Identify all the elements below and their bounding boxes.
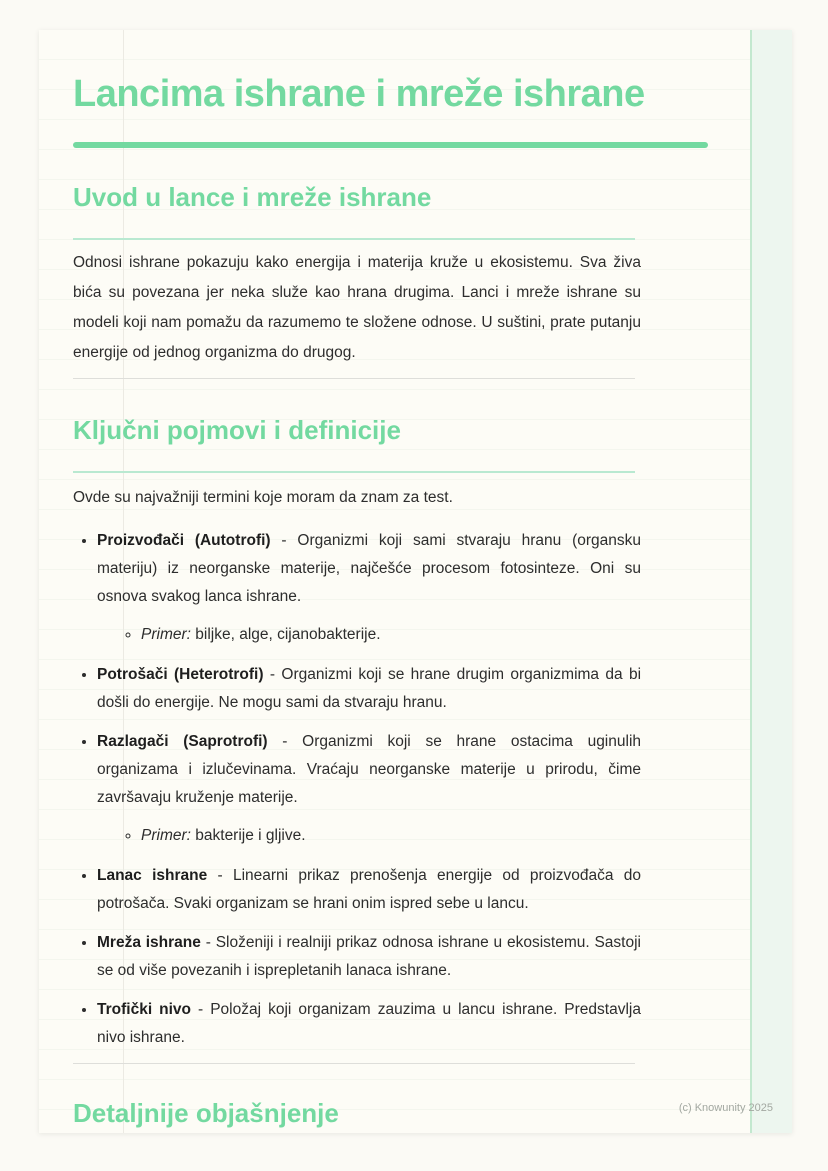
key-terms-intro: Ovde su najvažniji termini koje moram da znam za test. [73, 489, 453, 506]
example-text: biljke, alge, cijanobakterije. [195, 626, 381, 643]
section-heading-intro: Uvod u lance i mreže ishrane [73, 182, 432, 212]
examples-list [97, 621, 641, 649]
term-item [97, 661, 641, 717]
term-definition: Organizmi koji sami stvaraju hranu (organsku materiju) iz neorganske materije, najčešće procesom fotosinteze. Oni su osnova svakog lanca ishrane. [97, 532, 641, 605]
intro-paragraph: Odnosi ishrane pokazuju kako energija i materija kruže u ekosistemu. Sva živa bića su povezana jer neka služe kao hrana drugima. Lanci i mreže ishrane su modeli koji nam pomažu da razumemo te složene odnose. U suštini, prate putanju energije od jednog organizma do drugog. [73, 254, 641, 361]
examples-list [97, 822, 641, 850]
term-name: Trofički nivo [97, 1001, 192, 1018]
term-item [97, 996, 641, 1052]
example-label: Primer: [141, 626, 191, 643]
term-item [97, 862, 641, 918]
term-separator: - [269, 666, 276, 683]
title-divider [73, 142, 708, 148]
key-terms-heading-underline [73, 471, 635, 473]
example-item [141, 822, 641, 850]
term-definition: Položaj koji organizam zauzima u lancu ishrane. Predstavlja nivo ishrane. [97, 1001, 641, 1046]
section-heading-details: Detaljnije objašnjenje [73, 1098, 339, 1128]
term-item [97, 929, 641, 985]
term-separator: - [281, 532, 287, 549]
term-separator: - [282, 733, 288, 750]
term-name: Mreža ishrane [97, 934, 201, 951]
page-title: Lancima ishrane i mreže ishrane [73, 73, 645, 115]
term-definition: Organizmi koji se hrane drugim organizmima da bi došli do energije. Ne mogu sami da stvaraju hranu. [97, 666, 642, 711]
green-margin-band [750, 30, 792, 1133]
term-separator: - [198, 1001, 204, 1018]
term-name: Lanac ishrane [97, 867, 208, 884]
document-card [39, 30, 792, 1133]
section-heading-key-terms: Ključni pojmovi i definicije [73, 415, 401, 445]
section-divider [73, 378, 635, 379]
example-item [141, 621, 641, 649]
terms-list [73, 527, 641, 1052]
copyright-notice: (c) Knowunity 2025 [678, 1102, 773, 1114]
example-label: Primer: [141, 827, 191, 844]
term-name: Proizvođači (Autotrofi) [97, 532, 271, 549]
term-name: Razlagači (Saprotrofi) [97, 733, 268, 750]
term-separator: - [205, 934, 211, 951]
term-name: Potrošači (Heterotrofi) [97, 666, 264, 683]
intro-heading-underline [73, 238, 635, 240]
example-text: bakterije i gljive. [195, 827, 306, 844]
term-item [97, 728, 641, 850]
term-definition: Linearni prikaz prenošenja energije od proizvođača do potrošača. Svaki organizam se hrani onim ispred sebe u lancu. [97, 867, 641, 912]
document-content [73, 30, 713, 1128]
term-definition: Složeniji i realniji prikaz odnosa ishrane u ekosistemu. Sastoji se od više povezanih i isprepletanih lanaca ishrane. [97, 934, 641, 979]
term-separator: - [217, 867, 223, 884]
bottom-divider [73, 1063, 635, 1064]
term-item [97, 527, 641, 649]
term-definition: Organizmi koji se hrane ostacima uginulih organizama i izlučevinama. Vraćaju neorganske materije u prirodu, čime završavaju kruženje materije. [97, 733, 642, 806]
